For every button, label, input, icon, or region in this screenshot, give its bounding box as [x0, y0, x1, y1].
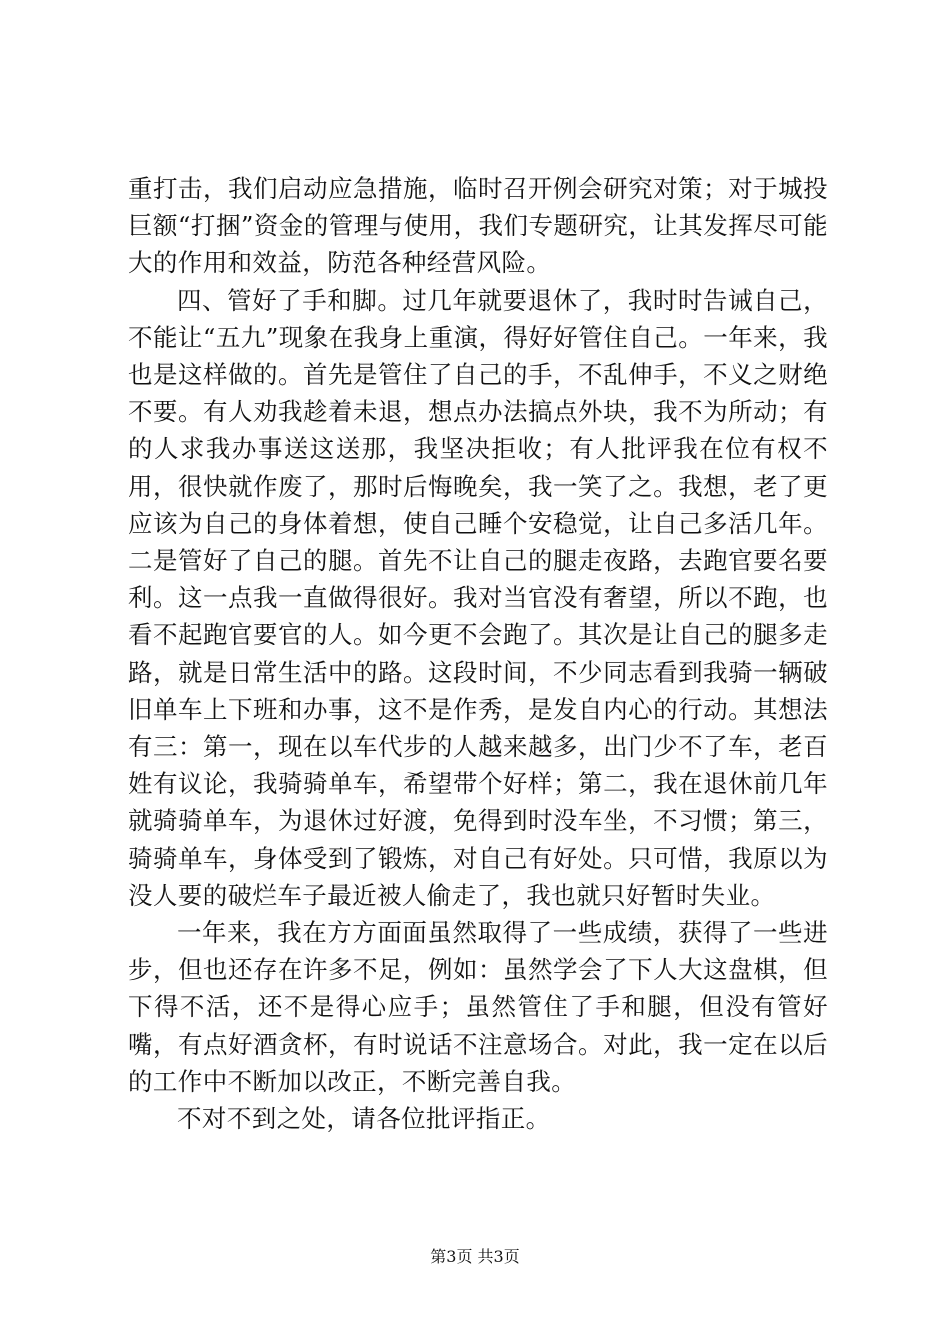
- document-body: [128, 170, 828, 1137]
- paragraph-1: 重打击，我们启动应急措施，临时召开例会研究对策；对于城投巨额“打捆”资金的管理与使用，我们专题研究，让其发挥尽可能大的作用和效益，防范各种经营风险。: [128, 174, 828, 278]
- paragraph-2: 四、管好了手和脚。过几年就要退休了，我时时告诫自己，不能让“五九”现象在我身上重演，得好好管住自己。一年来，我也是这样做的。首先是管住了自己的手，不乱伸手，不义之财绝不要。有人劝我趁着未退，想点办法搞点外块，我不为所动；有的人求我办事送这送那，我坚决拒收；有人批评我在位有权不用，很快就作废了，那时后悔晚矣，我一笑了之。我想，老了更应该为自己的身体着想，使自己睡个安稳觉，让自己多活几年。二是管好了自己的腿。首先不让自己的腿走夜路，去跑官要名要利。这一点我一直做得很好。我对当官没有奢望，所以不跑，也看不起跑官要官的人。如今更不会跑了。其次是让自己的腿多走路，就是日常生活中的路。这段时间，不少同志看到我骑一辆破旧单车上下班和办事，这不是作秀，是发自内心的行动。其想法有三：第一，现在以车代步的人越来越多，出门少不了车，老百姓有议论，我骑骑单车，希望带个好样；第二，我在退休前几年就骑骑单车，为退休过好渡，免得到时没车坐，不习惯；第三，骑骑单车，身体受到了锻炼，对自己有好处。只可惜，我原以为没人要的破烂车子最近被人偷走了，我也就只好暂时失业。: [128, 285, 828, 910]
- paragraph-3: 一年来，我在方方面面虽然取得了一些成绩，获得了一些进步，但也还存在许多不足，例如：虽然学会了下人大这盘棋，但下得不活，还不是得心应手；虽然管住了手和腿，但没有管好嘴，有点好酒贪杯，有时说话不注意场合。对此，我一定在以后的工作中不断加以改正，不断完善自我。: [128, 918, 828, 1096]
- page-footer: 第3页 共3页: [430, 1247, 520, 1266]
- paragraph-4: 不对不到之处，请各位批评指正。: [177, 1104, 551, 1134]
